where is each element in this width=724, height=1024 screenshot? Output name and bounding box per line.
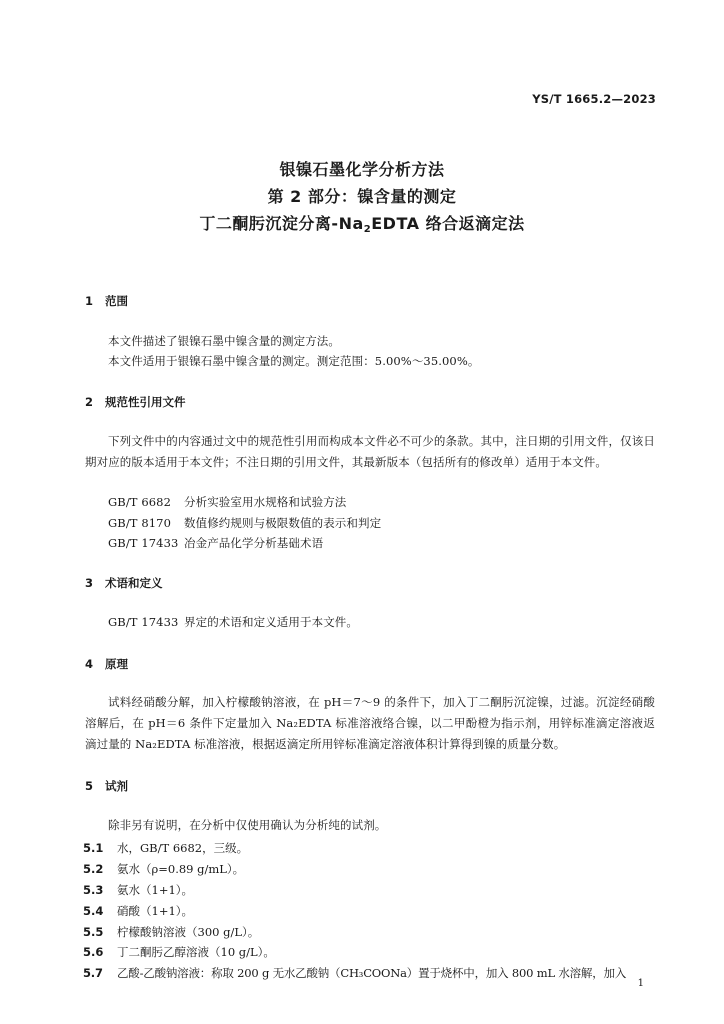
reagent-item: 5.3 氨水（1+1）。 (83, 883, 194, 897)
normative-intro: 下列文件中的内容通过文中的规范性引用而构成本文件必不可少的条款。其中，注日期的引用文件，仅该日期对应的版本适用于本文件；不注日期的引用文件，其最新版本（包括所有的修改单）适用于本文件。 (85, 434, 655, 469)
reagent-item: 5.5 柠檬酸钠溶液（300 g/L）。 (83, 925, 260, 939)
terms-paragraph: GB/T 17433 界定的术语和定义适用于本文件。 (108, 615, 358, 629)
reagent-item: 5.4 硝酸（1+1）。 (83, 904, 194, 918)
section-3-heading: 3 术语和定义 (85, 576, 163, 590)
title-line-3: 丁二酮肟沉淀分离$-Na_2EDTA$ 络合返滴定法 (199, 214, 525, 235)
reference-item: GB/T 8170 数值修约规则与极限数值的表示和判定 (108, 516, 382, 530)
section-1-heading: 1 范围 (85, 294, 128, 308)
title-line-2: 第 2 部分：镍含量的测定 (267, 187, 457, 206)
reagent-item: 5.2 氨水（ρ=0.89 g/mL）。 (83, 862, 245, 876)
section-2-heading: 2 规范性引用文件 (85, 395, 186, 409)
reference-item: GB/T 17433 冶金产品化学分析基础术语 (108, 536, 324, 550)
reference-item: GB/T 6682 分析实验室用水规格和试验方法 (108, 495, 347, 509)
reagent-item: 5.1 水，GB/T 6682，三级。 (83, 841, 249, 855)
section-4-heading: 4 原理 (85, 657, 128, 671)
reagent-item: 5.6 丁二酮肟乙醇溶液（10 g/L）。 (83, 945, 275, 959)
section-5-heading: 5 试剂 (85, 779, 128, 793)
page-number: 1 (637, 978, 644, 989)
scope-paragraph-2: 本文件适用于银镍石墨中镍含量的测定。测定范围：5.00%～35.00%。 (108, 354, 480, 368)
title-line-1: 银镍石墨化学分析方法 (279, 160, 445, 179)
reagent-item: 5.7 乙酸-乙酸钠溶液：称取 200 g 无水乙酸钠（CH₃COONa）置于烧杯中，加入 800 mL 水溶解，加入 (83, 966, 627, 980)
reagents-intro: 除非另有说明，在分析中仅使用确认为分析纯的试剂。 (108, 818, 387, 832)
scope-paragraph-1: 本文件描述了银镍石墨中镍含量的测定方法。 (108, 334, 340, 348)
document-title (0, 156, 724, 243)
principle-paragraph: 试料经硝酸分解，加入柠檬酸钠溶液，在 pH＝7～9 的条件下，加入丁二酮肟沉淀镍，过滤。沉淀经硝酸溶解后，在 pH＝6 条件下定量加入 Na₂EDTA 标准溶液络合镍，以二甲酚橙为指示剂，用锌标准滴定溶液返滴过量的 Na₂EDTA 标准溶液，根据返滴定所用锌标准滴定溶液体积计算得到镍的质量分数。 (85, 695, 655, 751)
standard-code: YS/T 1665.2—2023 (532, 92, 656, 106)
